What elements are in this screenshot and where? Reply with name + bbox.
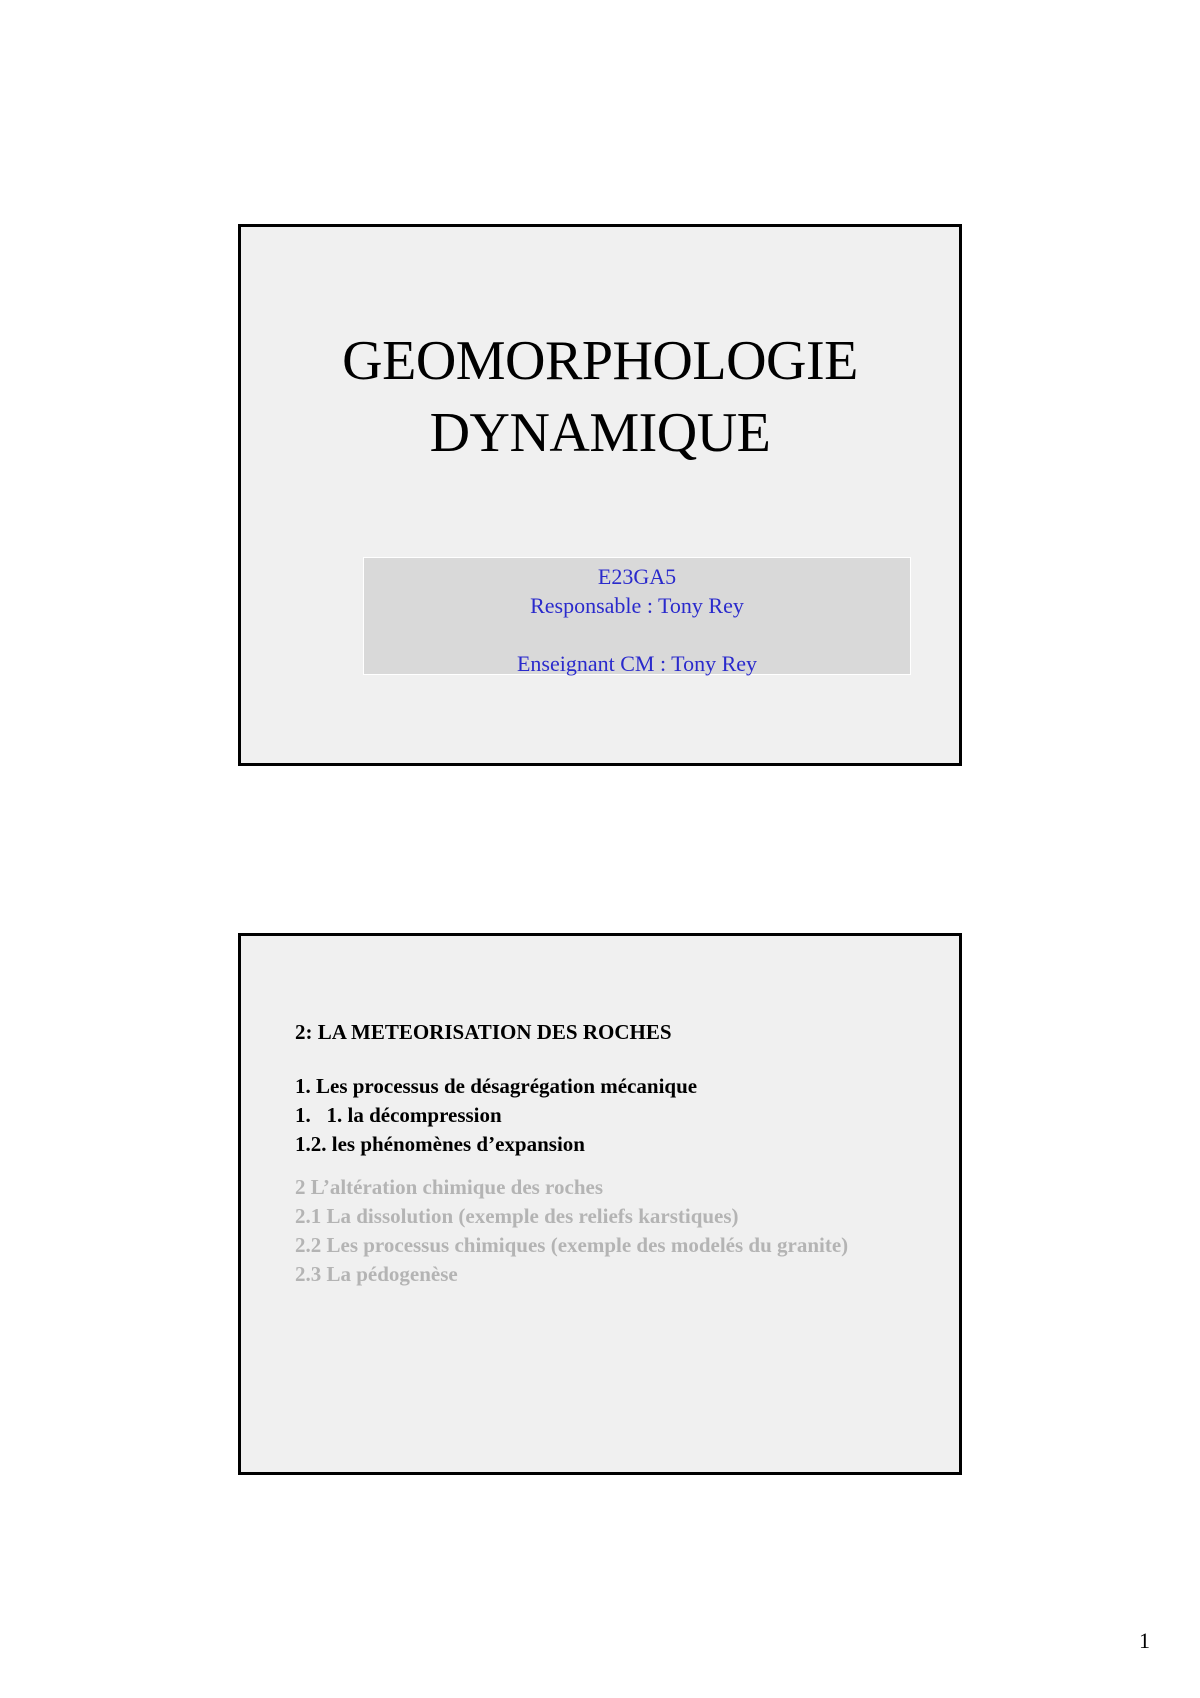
outline-item: 1. 1. la décompression: [295, 1103, 502, 1127]
course-code: E23GA5: [597, 564, 677, 589]
title-slide: [238, 224, 962, 766]
course-info-box: [363, 557, 911, 675]
outline-item: 2 L’altération chimique des roches: [295, 1175, 603, 1199]
title-line-2: DYNAMIQUE: [429, 402, 771, 464]
outline-item: 1. Les processus de désagrégation mécanique: [295, 1074, 698, 1098]
spacer: [364, 620, 910, 649]
outline-slide: [238, 933, 962, 1475]
outline-heading: 2: LA METEORISATION DES ROCHES: [295, 1020, 672, 1044]
outline-item: 2.1 La dissolution (exemple des reliefs karstiques): [295, 1204, 739, 1228]
outline-content: [295, 1018, 931, 1289]
title-line-1: GEOMORPHOLOGIE: [342, 330, 858, 392]
inactive-section: [295, 1173, 931, 1289]
slide-title: [241, 325, 959, 469]
outline-item: 2.3 La pédogenèse: [295, 1262, 458, 1286]
responsable-line: Responsable : Tony Rey: [530, 593, 744, 618]
enseignant-line: Enseignant CM : Tony Rey: [516, 651, 758, 676]
page-number: 1: [1139, 1628, 1150, 1653]
outline-item: 2.2 Les processus chimiques (exemple des modelés du granite): [295, 1233, 849, 1257]
outline-item: 1.2. les phénomènes d’expansion: [295, 1132, 585, 1156]
active-section: [295, 1072, 931, 1159]
